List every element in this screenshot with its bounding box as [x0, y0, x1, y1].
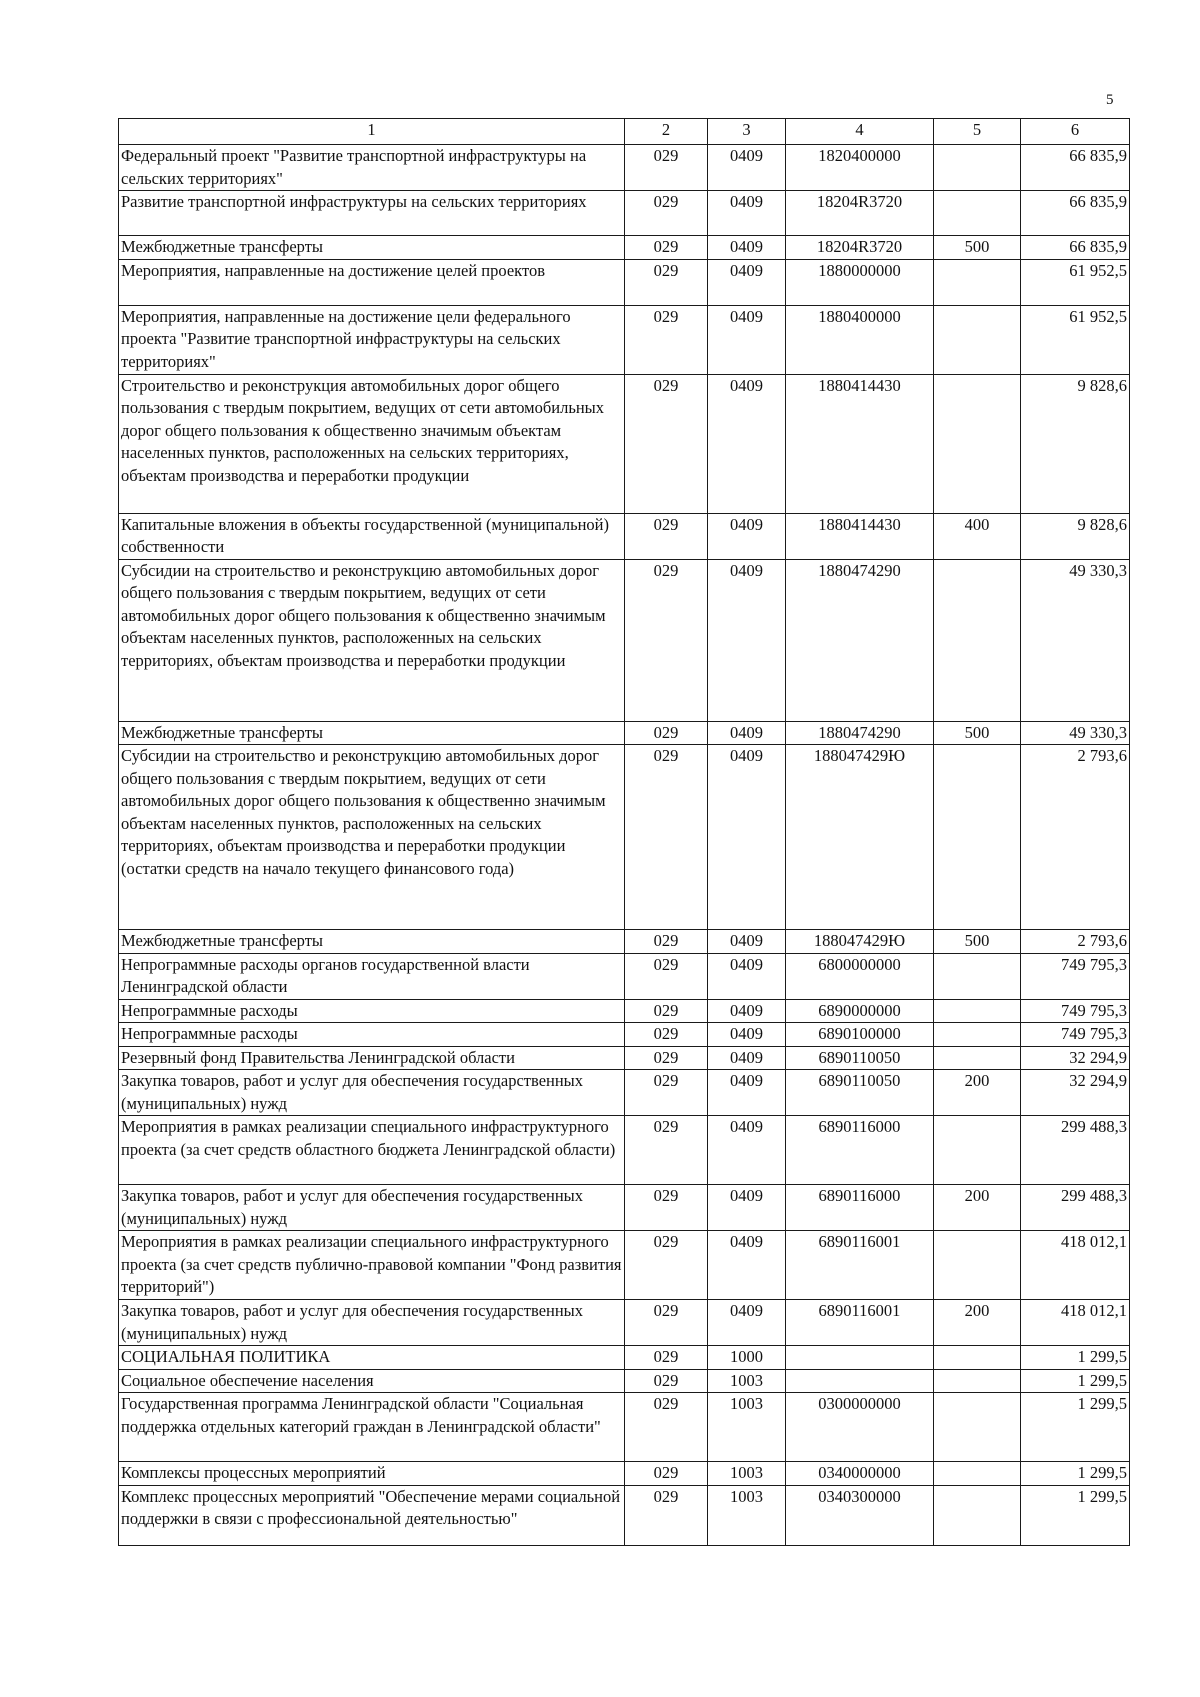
row-section-cell: 0409 [708, 745, 786, 930]
row-type-cell [934, 259, 1021, 305]
table-row [119, 1300, 1130, 1346]
row-target-cell: 6890110050 [786, 1046, 934, 1070]
row-ministry-cell: 029 [625, 1070, 708, 1116]
row-section-cell: 0409 [708, 1023, 786, 1047]
row-section-cell: 0409 [708, 1231, 786, 1300]
row-type-cell [934, 1462, 1021, 1486]
row-target-cell: 6890116001 [786, 1300, 934, 1346]
row-ministry-cell: 029 [625, 1485, 708, 1545]
row-amount-cell: 61 952,5 [1021, 259, 1130, 305]
row-name-cell: Закупка товаров, работ и услуг для обеспечения государственных (муниципальных) нужд [119, 1300, 625, 1346]
row-amount-cell: 66 835,9 [1021, 236, 1130, 260]
row-amount-cell: 749 795,3 [1021, 953, 1130, 999]
table-row [119, 999, 1130, 1023]
row-ministry-cell: 029 [625, 191, 708, 236]
row-section-cell: 0409 [708, 1300, 786, 1346]
header-cell: 6 [1021, 119, 1130, 145]
table-row [119, 1046, 1130, 1070]
row-ministry-cell: 029 [625, 721, 708, 745]
table-body [119, 119, 1130, 1546]
row-type-cell [934, 999, 1021, 1023]
header-cell: 3 [708, 119, 786, 145]
table-row [119, 1346, 1130, 1370]
row-target-cell: 1820400000 [786, 145, 934, 191]
row-target-cell [786, 1369, 934, 1393]
row-section-cell: 0409 [708, 1185, 786, 1231]
page-number: 5 [1106, 92, 1114, 108]
table-row [119, 721, 1130, 745]
row-target-cell: 6890116000 [786, 1116, 934, 1185]
row-type-cell: 500 [934, 236, 1021, 260]
row-type-cell [934, 1369, 1021, 1393]
row-target-cell: 1880400000 [786, 305, 934, 374]
row-type-cell [934, 1231, 1021, 1300]
table-row [119, 236, 1130, 260]
table-row [119, 1116, 1130, 1185]
row-type-cell [934, 1485, 1021, 1545]
row-section-cell: 0409 [708, 374, 786, 513]
row-name-cell: Федеральный проект "Развитие транспортной инфраструктуры на сельских территориях" [119, 145, 625, 191]
row-type-cell [934, 1116, 1021, 1185]
row-section-cell: 0409 [708, 513, 786, 559]
row-section-cell: 0409 [708, 145, 786, 191]
row-target-cell: 6890000000 [786, 999, 934, 1023]
row-name-cell: Развитие транспортной инфраструктуры на сельских территориях [119, 191, 625, 236]
row-amount-cell: 1 299,5 [1021, 1393, 1130, 1462]
row-target-cell: 6890100000 [786, 1023, 934, 1047]
row-target-cell [786, 1346, 934, 1370]
row-amount-cell: 32 294,9 [1021, 1046, 1130, 1070]
header-cell: 5 [934, 119, 1021, 145]
row-name-cell: Комплексы процессных мероприятий [119, 1462, 625, 1486]
row-type-cell [934, 191, 1021, 236]
row-ministry-cell: 029 [625, 999, 708, 1023]
row-type-cell: 400 [934, 513, 1021, 559]
table-row [119, 1185, 1130, 1231]
row-name-cell: Непрограммные расходы органов государственной власти Ленинградской области [119, 953, 625, 999]
table-row [119, 305, 1130, 374]
row-name-cell: Мероприятия, направленные на достижение целей проектов [119, 259, 625, 305]
row-type-cell [934, 745, 1021, 930]
header-cell: 1 [119, 119, 625, 145]
table-header-row [119, 119, 1130, 145]
row-ministry-cell: 029 [625, 1231, 708, 1300]
row-name-cell: Закупка товаров, работ и услуг для обеспечения государственных (муниципальных) нужд [119, 1070, 625, 1116]
row-type-cell [934, 559, 1021, 721]
row-target-cell: 6890116001 [786, 1231, 934, 1300]
row-section-cell: 1003 [708, 1393, 786, 1462]
row-name-cell: Межбюджетные трансферты [119, 721, 625, 745]
row-name-cell: Капитальные вложения в объекты государственной (муниципальной) собственности [119, 513, 625, 559]
row-ministry-cell: 029 [625, 930, 708, 954]
row-amount-cell: 9 828,6 [1021, 513, 1130, 559]
row-amount-cell: 66 835,9 [1021, 145, 1130, 191]
row-name-cell: Государственная программа Ленинградской области "Социальная поддержка отдельных категорий граждан в Ленинградской области" [119, 1393, 625, 1462]
row-name-cell: Социальное обеспечение населения [119, 1369, 625, 1393]
row-ministry-cell: 029 [625, 259, 708, 305]
row-amount-cell: 1 299,5 [1021, 1485, 1130, 1545]
row-name-cell: Строительство и реконструкция автомобильных дорог общего пользования с твердым покрытием, ведущих от сети автомобильных дорог общего пользования к общественно значимым объектам населенных пунктов, расположенных на сельских территориях, объектам производства и переработки продукции [119, 374, 625, 513]
row-target-cell: 1880414430 [786, 374, 934, 513]
row-target-cell: 0300000000 [786, 1393, 934, 1462]
row-name-cell: Резервный фонд Правительства Ленинградской области [119, 1046, 625, 1070]
row-name-cell: Субсидии на строительство и реконструкцию автомобильных дорог общего пользования с твердым покрытием, ведущих от сети автомобильных дорог общего пользования к общественно значимым объектам населенных пунктов, расположенных на сельских территориях, объектам производства и переработки продукции [119, 559, 625, 721]
row-section-cell: 0409 [708, 953, 786, 999]
header-cell: 2 [625, 119, 708, 145]
row-target-cell: 6890110050 [786, 1070, 934, 1116]
row-ministry-cell: 029 [625, 1393, 708, 1462]
row-amount-cell: 61 952,5 [1021, 305, 1130, 374]
row-type-cell [934, 1046, 1021, 1070]
budget-table [118, 118, 1130, 1546]
row-ministry-cell: 029 [625, 953, 708, 999]
row-amount-cell: 9 828,6 [1021, 374, 1130, 513]
row-section-cell: 0409 [708, 1070, 786, 1116]
row-amount-cell: 2 793,6 [1021, 930, 1130, 954]
table-row [119, 1462, 1130, 1486]
row-type-cell [934, 305, 1021, 374]
row-amount-cell: 1 299,5 [1021, 1462, 1130, 1486]
row-section-cell: 1003 [708, 1485, 786, 1545]
table-row [119, 1485, 1130, 1545]
row-target-cell: 1880414430 [786, 513, 934, 559]
row-ministry-cell: 029 [625, 1300, 708, 1346]
row-ministry-cell: 029 [625, 1462, 708, 1486]
table-row [119, 930, 1130, 954]
row-ministry-cell: 029 [625, 236, 708, 260]
row-amount-cell: 49 330,3 [1021, 559, 1130, 721]
row-ministry-cell: 029 [625, 1369, 708, 1393]
row-name-cell: Субсидии на строительство и реконструкцию автомобильных дорог общего пользования с твердым покрытием, ведущих от сети автомобильных дорог общего пользования к общественно значимым объектам населенных пунктов, расположенных на сельских территориях, объектам производства и переработки продукции (остатки средств на начало текущего финансового года) [119, 745, 625, 930]
row-amount-cell: 66 835,9 [1021, 191, 1130, 236]
row-ministry-cell: 029 [625, 559, 708, 721]
table-row [119, 1023, 1130, 1047]
row-name-cell: Комплекс процессных мероприятий "Обеспечение мерами социальной поддержки в связи с профессиональной деятельностью" [119, 1485, 625, 1545]
row-name-cell: Закупка товаров, работ и услуг для обеспечения государственных (муниципальных) нужд [119, 1185, 625, 1231]
row-section-cell: 0409 [708, 1046, 786, 1070]
row-type-cell [934, 1346, 1021, 1370]
row-target-cell: 18204R3720 [786, 191, 934, 236]
row-type-cell [934, 953, 1021, 999]
row-name-cell: Межбюджетные трансферты [119, 930, 625, 954]
row-amount-cell: 49 330,3 [1021, 721, 1130, 745]
row-type-cell: 200 [934, 1070, 1021, 1116]
table-row [119, 145, 1130, 191]
table-row [119, 259, 1130, 305]
row-type-cell [934, 1023, 1021, 1047]
row-ministry-cell: 029 [625, 1023, 708, 1047]
row-type-cell [934, 145, 1021, 191]
row-ministry-cell: 029 [625, 305, 708, 374]
table-row [119, 1393, 1130, 1462]
row-section-cell: 0409 [708, 236, 786, 260]
row-name-cell: Непрограммные расходы [119, 999, 625, 1023]
row-amount-cell: 32 294,9 [1021, 1070, 1130, 1116]
row-section-cell: 0409 [708, 721, 786, 745]
row-target-cell: 6890116000 [786, 1185, 934, 1231]
header-cell: 4 [786, 119, 934, 145]
row-ministry-cell: 029 [625, 1116, 708, 1185]
row-target-cell: 1880000000 [786, 259, 934, 305]
row-amount-cell: 418 012,1 [1021, 1300, 1130, 1346]
row-target-cell: 6800000000 [786, 953, 934, 999]
row-name-cell: Мероприятия в рамках реализации специального инфраструктурного проекта (за счет средств публично-правовой компании "Фонд развития территорий") [119, 1231, 625, 1300]
row-section-cell: 0409 [708, 559, 786, 721]
row-name-cell: Мероприятия в рамках реализации специального инфраструктурного проекта (за счет средств областного бюджета Ленинградской области) [119, 1116, 625, 1185]
row-section-cell: 1003 [708, 1369, 786, 1393]
row-amount-cell: 749 795,3 [1021, 999, 1130, 1023]
row-name-cell: Непрограммные расходы [119, 1023, 625, 1047]
row-ministry-cell: 029 [625, 1346, 708, 1370]
row-section-cell: 0409 [708, 191, 786, 236]
row-ministry-cell: 029 [625, 513, 708, 559]
row-target-cell: 1880474290 [786, 721, 934, 745]
row-target-cell: 0340000000 [786, 1462, 934, 1486]
table-row [119, 953, 1130, 999]
row-target-cell: 0340300000 [786, 1485, 934, 1545]
table-row [119, 374, 1130, 513]
table-row [119, 191, 1130, 236]
row-section-cell: 0409 [708, 305, 786, 374]
row-ministry-cell: 029 [625, 374, 708, 513]
row-type-cell [934, 374, 1021, 513]
row-amount-cell: 418 012,1 [1021, 1231, 1130, 1300]
row-type-cell: 500 [934, 930, 1021, 954]
row-ministry-cell: 029 [625, 145, 708, 191]
row-target-cell: 188047429Ю [786, 930, 934, 954]
table-row [119, 1231, 1130, 1300]
row-amount-cell: 749 795,3 [1021, 1023, 1130, 1047]
row-ministry-cell: 029 [625, 1046, 708, 1070]
row-amount-cell: 1 299,5 [1021, 1346, 1130, 1370]
row-type-cell: 200 [934, 1300, 1021, 1346]
row-amount-cell: 1 299,5 [1021, 1369, 1130, 1393]
row-target-cell: 1880474290 [786, 559, 934, 721]
row-section-cell: 0409 [708, 930, 786, 954]
row-ministry-cell: 029 [625, 745, 708, 930]
row-section-cell: 1003 [708, 1462, 786, 1486]
table-row [119, 513, 1130, 559]
table-row [119, 1070, 1130, 1116]
table-row [119, 559, 1130, 721]
row-name-cell: Межбюджетные трансферты [119, 236, 625, 260]
row-type-cell: 500 [934, 721, 1021, 745]
row-type-cell [934, 1393, 1021, 1462]
row-type-cell: 200 [934, 1185, 1021, 1231]
row-amount-cell: 299 488,3 [1021, 1116, 1130, 1185]
row-name-cell: СОЦИАЛЬНАЯ ПОЛИТИКА [119, 1346, 625, 1370]
row-amount-cell: 299 488,3 [1021, 1185, 1130, 1231]
table-row [119, 745, 1130, 930]
row-target-cell: 188047429Ю [786, 745, 934, 930]
table-row [119, 1369, 1130, 1393]
row-name-cell: Мероприятия, направленные на достижение цели федерального проекта "Развитие транспортной инфраструктуры на сельских территориях" [119, 305, 625, 374]
row-section-cell: 0409 [708, 1116, 786, 1185]
row-ministry-cell: 029 [625, 1185, 708, 1231]
row-section-cell: 0409 [708, 259, 786, 305]
row-target-cell: 18204R3720 [786, 236, 934, 260]
row-amount-cell: 2 793,6 [1021, 745, 1130, 930]
row-section-cell: 1000 [708, 1346, 786, 1370]
row-section-cell: 0409 [708, 999, 786, 1023]
